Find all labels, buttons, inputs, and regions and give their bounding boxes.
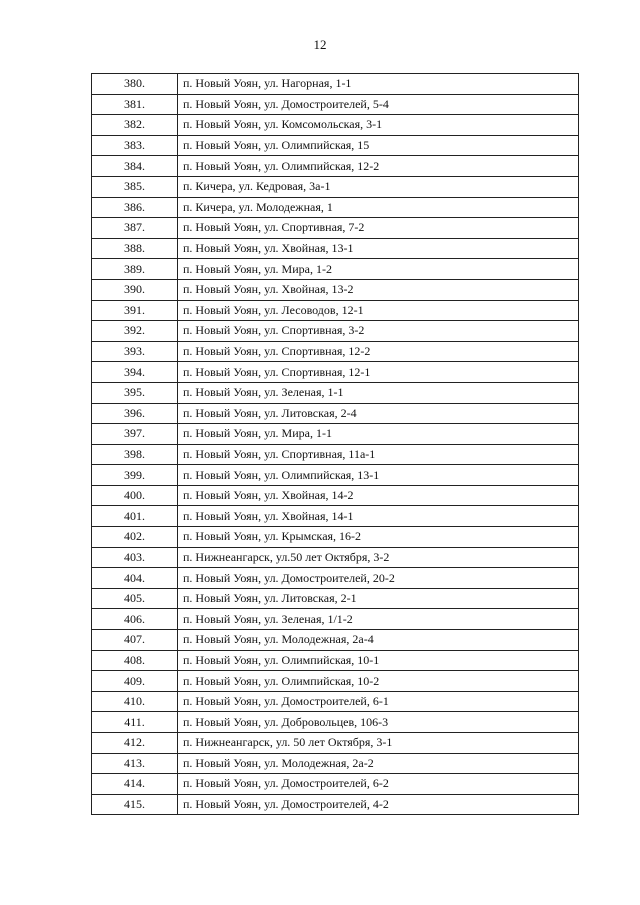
- table-row: [92, 238, 579, 259]
- table-row: [92, 588, 579, 609]
- row-number-cell: 402.: [92, 527, 178, 548]
- address-cell: п. Новый Уоян, ул. Спортивная, 3-2: [178, 321, 579, 342]
- row-number-cell: 392.: [92, 321, 178, 342]
- address-cell: п. Кичера, ул. Молодежная, 1: [178, 197, 579, 218]
- address-cell: п. Новый Уоян, ул. Мира, 1-2: [178, 259, 579, 280]
- address-cell: п. Новый Уоян, ул. Олимпийская, 15: [178, 135, 579, 156]
- table-row: [92, 568, 579, 589]
- row-number-cell: 390.: [92, 279, 178, 300]
- row-number-cell: 413.: [92, 753, 178, 774]
- row-number-cell: 414.: [92, 774, 178, 795]
- row-number-cell: 388.: [92, 238, 178, 259]
- table-row: [92, 279, 579, 300]
- address-cell: п. Новый Уоян, ул. Мира, 1-1: [178, 424, 579, 445]
- address-cell: п. Новый Уоян, ул. Олимпийская, 10-1: [178, 650, 579, 671]
- row-number-cell: 415.: [92, 794, 178, 815]
- address-cell: п. Новый Уоян, ул. Олимпийская, 12-2: [178, 156, 579, 177]
- address-cell: п. Новый Уоян, ул. Спортивная, 12-2: [178, 341, 579, 362]
- table-row: [92, 135, 579, 156]
- row-number-cell: 394.: [92, 362, 178, 383]
- address-table-body: [92, 74, 579, 815]
- table-row: [92, 630, 579, 651]
- address-cell: п. Новый Уоян, ул. Литовская, 2-4: [178, 403, 579, 424]
- table-row: [92, 712, 579, 733]
- address-table: [91, 73, 579, 815]
- table-row: [92, 444, 579, 465]
- row-number-cell: 401.: [92, 506, 178, 527]
- row-number-cell: 400.: [92, 485, 178, 506]
- table-row: [92, 115, 579, 136]
- address-cell: п. Новый Уоян, ул. Добровольцев, 106-3: [178, 712, 579, 733]
- row-number-cell: 382.: [92, 115, 178, 136]
- address-cell: п. Нижнеангарск, ул. 50 лет Октября, 3-1: [178, 733, 579, 754]
- table-row: [92, 259, 579, 280]
- address-cell: п. Новый Уоян, ул. Крымская, 16-2: [178, 527, 579, 548]
- row-number-cell: 380.: [92, 74, 178, 95]
- address-cell: п. Новый Уоян, ул. Комсомольская, 3-1: [178, 115, 579, 136]
- page-number: 12: [313, 37, 327, 52]
- table-row: [92, 218, 579, 239]
- row-number-cell: 385.: [92, 176, 178, 197]
- table-row: [92, 94, 579, 115]
- row-number-cell: 391.: [92, 300, 178, 321]
- row-number-cell: 383.: [92, 135, 178, 156]
- table-row: [92, 156, 579, 177]
- address-cell: п. Новый Уоян, ул. Молодежная, 2а-2: [178, 753, 579, 774]
- table-row: [92, 362, 579, 383]
- address-cell: п. Новый Уоян, ул. Хвойная, 14-1: [178, 506, 579, 527]
- row-number-cell: 386.: [92, 197, 178, 218]
- address-cell: п. Новый Уоян, ул. Домостроителей, 20-2: [178, 568, 579, 589]
- row-number-cell: 389.: [92, 259, 178, 280]
- row-number-cell: 408.: [92, 650, 178, 671]
- address-cell: п. Новый Уоян, ул. Домостроителей, 4-2: [178, 794, 579, 815]
- table-row: [92, 794, 579, 815]
- address-cell: п. Новый Уоян, ул. Зеленая, 1/1-2: [178, 609, 579, 630]
- address-cell: п. Новый Уоян, ул. Лесоводов, 12-1: [178, 300, 579, 321]
- table-row: [92, 485, 579, 506]
- address-cell: п. Новый Уоян, ул. Домостроителей, 6-1: [178, 691, 579, 712]
- row-number-cell: 405.: [92, 588, 178, 609]
- table-row: [92, 506, 579, 527]
- row-number-cell: 410.: [92, 691, 178, 712]
- row-number-cell: 399.: [92, 465, 178, 486]
- row-number-cell: 412.: [92, 733, 178, 754]
- address-cell: п. Новый Уоян, ул. Спортивная, 11а-1: [178, 444, 579, 465]
- address-cell: п. Новый Уоян, ул. Олимпийская, 13-1: [178, 465, 579, 486]
- address-cell: п. Новый Уоян, ул. Спортивная, 12-1: [178, 362, 579, 383]
- table-row: [92, 671, 579, 692]
- table-row: [92, 609, 579, 630]
- address-cell: п. Новый Уоян, ул. Хвойная, 13-1: [178, 238, 579, 259]
- table-row: [92, 300, 579, 321]
- table-row: [92, 774, 579, 795]
- table-row: [92, 465, 579, 486]
- address-cell: п. Новый Уоян, ул. Хвойная, 14-2: [178, 485, 579, 506]
- row-number-cell: 407.: [92, 630, 178, 651]
- row-number-cell: 404.: [92, 568, 178, 589]
- table-row: [92, 547, 579, 568]
- row-number-cell: 411.: [92, 712, 178, 733]
- table-row: [92, 403, 579, 424]
- address-cell: п. Новый Уоян, ул. Литовская, 2-1: [178, 588, 579, 609]
- table-row: [92, 733, 579, 754]
- row-number-cell: 387.: [92, 218, 178, 239]
- address-cell: п. Новый Уоян, ул. Зеленая, 1-1: [178, 382, 579, 403]
- table-row: [92, 321, 579, 342]
- address-cell: п. Кичера, ул. Кедровая, 3а-1: [178, 176, 579, 197]
- table-row: [92, 74, 579, 95]
- table-row: [92, 650, 579, 671]
- address-cell: п. Новый Уоян, ул. Домостроителей, 6-2: [178, 774, 579, 795]
- table-row: [92, 753, 579, 774]
- row-number-cell: 395.: [92, 382, 178, 403]
- table-row: [92, 341, 579, 362]
- row-number-cell: 393.: [92, 341, 178, 362]
- row-number-cell: 403.: [92, 547, 178, 568]
- table-row: [92, 691, 579, 712]
- table-row: [92, 424, 579, 445]
- row-number-cell: 406.: [92, 609, 178, 630]
- row-number-cell: 384.: [92, 156, 178, 177]
- row-number-cell: 396.: [92, 403, 178, 424]
- table-row: [92, 176, 579, 197]
- table-row: [92, 527, 579, 548]
- address-cell: п. Новый Уоян, ул. Олимпийская, 10-2: [178, 671, 579, 692]
- address-cell: п. Новый Уоян, ул. Нагорная, 1-1: [178, 74, 579, 95]
- address-cell: п. Новый Уоян, ул. Хвойная, 13-2: [178, 279, 579, 300]
- address-cell: п. Новый Уоян, ул. Спортивная, 7-2: [178, 218, 579, 239]
- address-cell: п. Новый Уоян, ул. Домостроителей, 5-4: [178, 94, 579, 115]
- row-number-cell: 397.: [92, 424, 178, 445]
- row-number-cell: 398.: [92, 444, 178, 465]
- row-number-cell: 381.: [92, 94, 178, 115]
- address-cell: п. Нижнеангарск, ул.50 лет Октября, 3-2: [178, 547, 579, 568]
- row-number-cell: 409.: [92, 671, 178, 692]
- table-row: [92, 197, 579, 218]
- address-cell: п. Новый Уоян, ул. Молодежная, 2а-4: [178, 630, 579, 651]
- table-row: [92, 382, 579, 403]
